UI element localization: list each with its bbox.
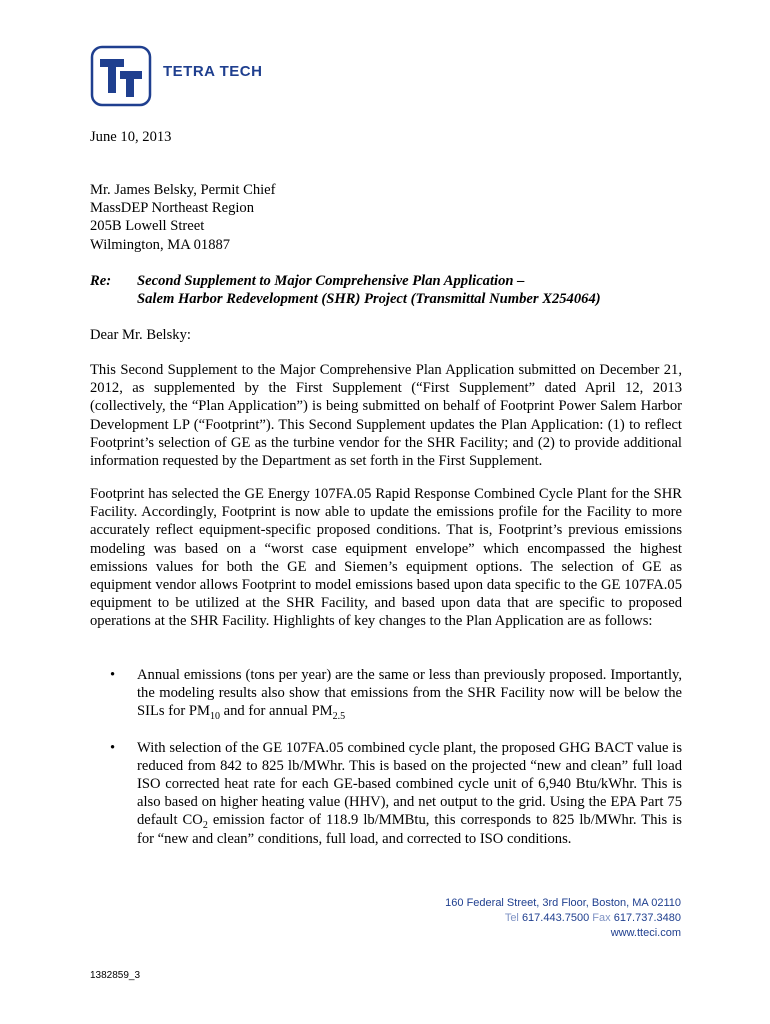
footer-website[interactable]: www.tteci.com	[610, 927, 681, 939]
recipient-address	[90, 181, 682, 254]
text-segment: emission factor of 118.9 lb/MMBtu, this corresponds to 825 lb/MWhr. This is for “new and clean” conditions, full load, and corrected to ISO conditions.	[137, 812, 682, 847]
tel-number: 617.443.7500	[521, 912, 590, 924]
tel-label: Tel	[504, 912, 519, 924]
subscript: 2.5	[332, 711, 346, 723]
bullet-icon: •	[110, 739, 116, 756]
company-name: TETRA TECH	[163, 63, 263, 80]
text-segment: Annual emissions (tons per year) are the same or less than previously proposed. Importantly, the modeling results also show that emissions from the SHR Facility now will be below the SILs for PM	[137, 667, 682, 720]
paragraph-1: This Second Supplement to the Major Comprehensive Plan Application submitted on December 21, 2012, as supplemented by the First Supplement (“First Supplement” dated April 12, 2013 (collectively, the “Plan Application”) is being submitted on behalf of Footprint Power Salem Harbor Development LP (“Footprint”). This Second Supplement updates the Plan Application: (1) to reflect Footprint’s selection of GE as the turbine vendor for the SHR Facility; and (2) to provide additional information requested by the Department as set forth in the First Supplement.	[90, 362, 682, 470]
salutation: Dear Mr. Belsky:	[90, 327, 191, 343]
highlights-list	[110, 666, 682, 866]
bullet-icon: •	[110, 667, 116, 683]
tetra-tech-logo-icon	[90, 45, 152, 107]
list-item-text	[137, 739, 682, 848]
subject-text	[137, 272, 601, 308]
paragraph-2: Footprint has selected the GE Energy 107FA.05 Rapid Response Combined Cycle Plant for the SHR Facility. Accordingly, Footprint is now able to update the emissions profile for the Facility to more accurately reflect equipment-specific proposed conditions. That is, Footprint’s previous emissions modeling was based on a “worst case equipment envelope” which encompassed the highest emissions values for both the GE and Siemen’s equipment options. The selection of GE as equipment vendor allows Footprint to model emissions based upon data specific to the GE 107FA.05 equipment to be utilized at the SHR Facility, and based upon data that are specific to proposed operations at the SHR Facility. Highlights of key changes to the Plan Application are as follows:	[90, 486, 682, 630]
subscript: 2	[202, 820, 208, 832]
footer-address	[445, 896, 681, 941]
list-item-text	[137, 666, 682, 721]
text-segment: and for annual PM	[219, 703, 333, 720]
fax-number: 617.737.3480	[613, 912, 681, 924]
re-label: Re:	[90, 273, 112, 289]
subscript: 10	[209, 711, 220, 723]
text-segment: With selection of the GE 107FA.05 combined cycle plant, the proposed GHG BACT value is reduced from 842 to 825 lb/MWhr. This is based on the projected “new and clean” full load ISO corrected heat rate for each GE-based combined cycle unit of 6,940 Btu/kWhr. This is also based on higher heating value (HHV), and net output to the grid. Using the EPA Part 75 default CO	[137, 739, 682, 829]
subject-line	[90, 272, 682, 308]
recipient-line: Mr. James Belsky, Permit Chief	[90, 182, 276, 198]
list-item	[110, 739, 682, 848]
recipient-line: MassDEP Northeast Region	[90, 200, 255, 217]
list-item	[110, 666, 682, 721]
footer-phone-fax	[445, 911, 681, 926]
subject-line-2: Salem Harbor Redevelopment (SHR) Project (Transmittal Number X254064)	[137, 291, 601, 308]
letter-date: June 10, 2013	[90, 129, 172, 145]
footer-street: 160 Federal Street, 3rd Floor, Boston, MA 02110	[445, 897, 681, 909]
subject-line-1: Second Supplement to Major Comprehensive Plan Application –	[137, 273, 525, 289]
document-number: 1382859_3	[90, 970, 141, 981]
recipient-line: 205B Lowell Street	[90, 218, 205, 235]
recipient-line: Wilmington, MA 01887	[90, 236, 231, 253]
fax-label: Fax	[592, 912, 611, 924]
